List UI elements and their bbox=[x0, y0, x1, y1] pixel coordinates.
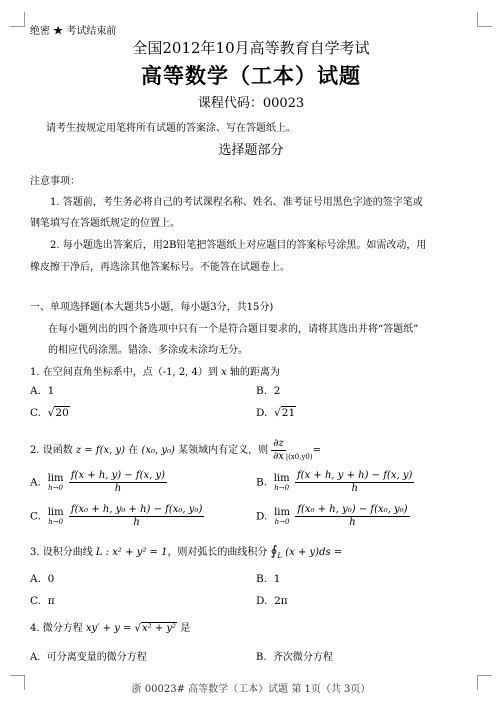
q3-option-d: D. 2π bbox=[256, 595, 288, 607]
q2-option-a: A. lim h→0 $\frac{f(x + h, y) - f(x, y)}{h}$ bbox=[30, 470, 166, 494]
exam-line: 全国2012年10月高等教育自学考试 bbox=[132, 39, 370, 57]
q2-option-d: D. lim h→0 $\frac{\text{f(x₀ + h, y₀) − f(x₀, y₀)}}{h}$ bbox=[256, 504, 408, 528]
q1-option-a: A. 1 bbox=[30, 385, 55, 397]
note-2-line-1: 2. 每小题选出答案后，用2B铅笔把答题纸上对应题目的答案标号涂黑。如需改动，用 bbox=[50, 240, 427, 251]
partial-derivative: $\frac{\partial z}{\partial x}$ bbox=[273, 438, 284, 462]
q1-option-b: B. 2 bbox=[256, 385, 281, 397]
note-1-line-1: 1. 答题前，考生务必将自己的考试课程名称、姓名、准考证号用黑色字迹的签字笔或 bbox=[50, 197, 423, 208]
part1-desc-line-1: 在每小题列出的四个备选项中只有一个是符合题目要求的，请将其选出并将“答题纸” bbox=[48, 324, 419, 335]
subject-title: 高等数学（工本）试题 bbox=[141, 63, 361, 88]
note-2-line-2: 橡皮擦干净后，再选涂其他答案标号。不能答在试题卷上。 bbox=[30, 262, 290, 273]
q3-option-a: A. 0 bbox=[30, 573, 55, 585]
q1-option-d: D. √21 bbox=[256, 407, 296, 419]
q1-stem: 1. 在空间直角坐标系中，点（-1, 2, 4）到 x 轴的距离为 bbox=[30, 367, 280, 378]
notes-heading: 注意事项： bbox=[30, 176, 80, 187]
q4-option-a: A. 可分离变量的微分方程 bbox=[30, 652, 147, 663]
q4-option-b: B. 齐次微分方程 bbox=[256, 652, 333, 663]
sqrt-symbol: √20 bbox=[47, 407, 69, 419]
q3-stem: 3. 设积分曲线 L : x² + y² = 1，则对弧长的曲线积分 $∮_L$ (x + y)ds = bbox=[30, 544, 343, 560]
q2-option-b: B. lim h→0 $\frac{f(x + h, y + h) - f(x, y)}{h}$ bbox=[256, 470, 413, 494]
q2-stem: 2. 设函数 z = f(x, y) 在 (x₀, y₀) 某领域内有定义，则 $\frac{\partial z}{\partial x}$ $_{|(x0,y0)}$= bbox=[30, 438, 321, 462]
q2-option-c: C. lim h→0 $\frac{\text{f(x₀ + h, y₀ + h) − f(x₀, y₀)}}{h}$ bbox=[30, 504, 203, 528]
q4-stem: 4. 微分方程 xy′ + y = √x² + y² 是 bbox=[30, 623, 191, 634]
course-code: 课程代码：00023 bbox=[197, 96, 305, 111]
q1-option-c: C. √20 bbox=[30, 407, 69, 419]
page-footer: 浙 00023# 高等数学（工本）试题 第 1页（共 3页） bbox=[131, 684, 371, 695]
sqrt-symbol: √21 bbox=[274, 407, 296, 419]
note-1-line-2: 钢笔填写在答题纸规定的位置上。 bbox=[30, 218, 180, 229]
instruction: 请考生按规定用笔将所有试题的答案涂、写在答题纸上。 bbox=[46, 123, 296, 134]
q3-option-c: C. π bbox=[30, 595, 55, 607]
q3-option-b: B. 1 bbox=[256, 573, 281, 585]
part1-heading: 一、单项选择题(本大题共5小题，每小题3分，共15分) bbox=[30, 302, 274, 313]
section-title: 选择题部分 bbox=[218, 143, 284, 158]
secret-label: 绝密 ★ 考试结束前 bbox=[30, 26, 117, 37]
part1-desc-line-2: 的相应代码涂黑。错涂、多涂或未涂均无分。 bbox=[48, 345, 248, 356]
sqrt-symbol: √x² + y² bbox=[134, 623, 177, 634]
crop-mark-top-left bbox=[10, 12, 25, 27]
crop-mark-top-right bbox=[477, 12, 492, 27]
contour-integral-icon: ∮ bbox=[270, 544, 278, 559]
